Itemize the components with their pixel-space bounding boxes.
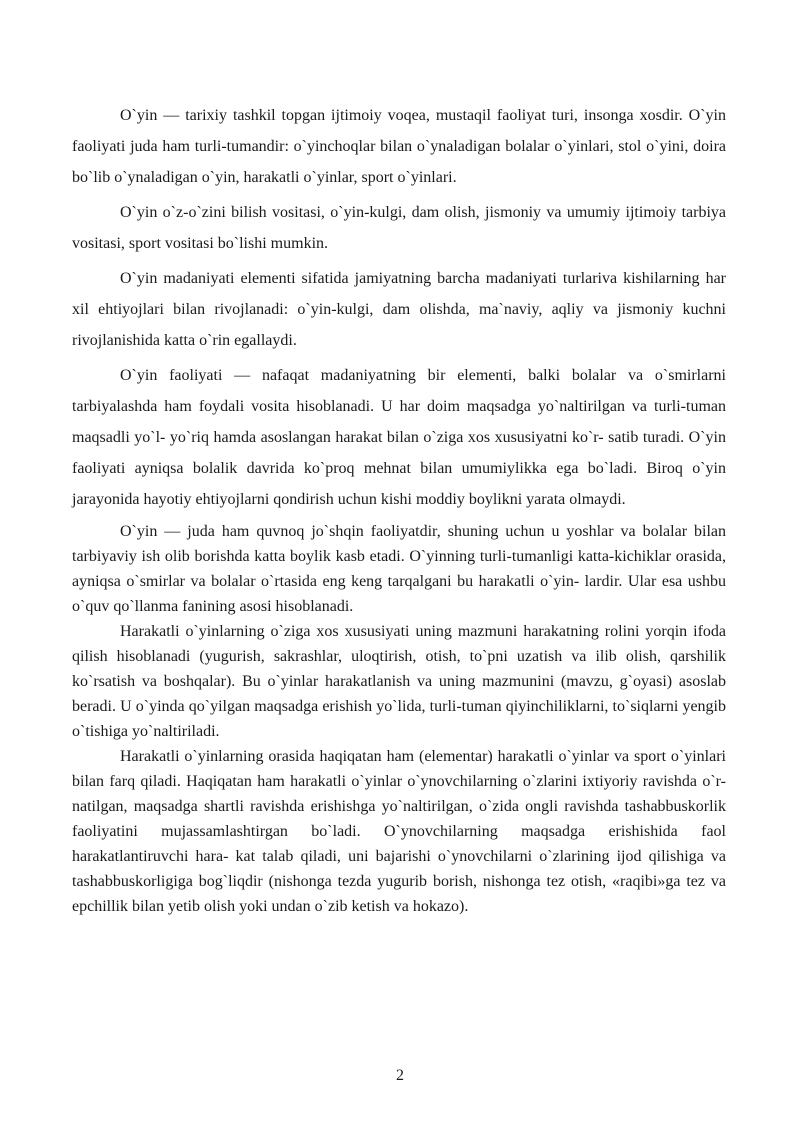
paragraph-6: Harakatli o`yinlarning o`ziga xos xususiyati uning mazmuni harakatning rolini yorqin ifoda qilish hisoblanadi (yugurish, sakrashlar, uloqtirish, otish, to`pni uzatish va ilib olish, qarshilik ko`rsatish va boshqalar). Bu o`yinlar harakatlanish va uning mazmunini (mavzu, g`oyasi) asoslab beradi. U o`yinda qo`yilgan maqsadga erishish yo`lida, turli-tuman qiyinchiliklarni, to`siqlarni yengib o`tishiga yo`naltiriladi. bbox=[72, 623, 726, 740]
document-page bbox=[72, 100, 726, 919]
paragraph-3: O`yin madaniyati elementi sifatida jamiyatning barcha madaniyati turlariva kishilarning har xil ehtiyojlari bilan rivojlanadi: o`yin-kulgi, dam olishda, ma`naviy, aqliy va jismoniy kuchni rivojlanishida katta o`rin egallaydi. bbox=[72, 270, 726, 349]
paragraph-4: O`yin faoliyati — nafaqat madaniyatning bir elementi, balki bolalar va o`smirlarni tarbiyalashda ham foydali vosita hisoblanadi. U har doim maqsadga yo`naltirilgan va turli-tuman maqsadli yo`l- yo`riq hamda asoslangan harakat bilan o`ziga xos xususiyatni ko`r- satib turadi. O`yin faoliyati ayniqsa bolalik davrida ko`proq mehnat bilan umumiylikka ega bo`ladi. Biroq o`yin jarayonida hayotiy ehtiyojlarni qondirish uchun kishi moddiy boylikni yarata olmaydi. bbox=[72, 367, 726, 508]
paragraph-2: O`yin o`z-o`zini bilish vositasi, o`yin-kulgi, dam olish, jismoniy va umumiy ijtimoiy tarbiya vositasi, sport vositasi bo`lishi mumkin. bbox=[72, 204, 726, 252]
paragraph-5: O`yin — juda ham quvnoq jo`shqin faoliyatdir, shuning uchun u yoshlar va bolalar bilan tarbiyaviy ish olib borishda katta boylik kasb etadi. O`yinning turli-tumanligi katta-kichiklar orasida, ayniqsa o`smirlar va bolalar o`rtasida eng keng tarqalgani bu harakatli o`yin- lardir. Ular esa ushbu o`quv qo`llanma fanining asosi hisoblanadi. bbox=[72, 523, 726, 615]
paragraph-7: Harakatli o`yinlarning orasida haqiqatan ham (elementar) harakatli o`yinlar va sport o`yinlari bilan farq qiladi. Haqiqatan ham harakatli o`yinlar o`ynovchilarning o`zlarini ixtiyoriy ravishda o`r- natilgan, maqsadga shartli ravishda erishishga yo`naltirilgan, o`zida ongli ravishda tashabbuskorlik faoliyatini mujassamlashtirgan bo`ladi. O`ynovchilarning maqsadga erishishida faol harakatlantiruvchi hara- kat talab qiladi, uni bajarishi o`ynovchilarni o`zlarining ijod qilishiga va tashabbuskorligiga bog`liqdir (nishonga tezda yugurib borish, nishonga tez otish, «raqibi»ga tez va epchillik bilan yetib olish yoki undan o`zib ketish va hokazo). bbox=[72, 748, 726, 915]
page-number: 2 bbox=[396, 1067, 404, 1084]
paragraph-1: O`yin — tarixiy tashkil topgan ijtimoiy voqea, mustaqil faoliyat turi, insonga xosdir. O`yin faoliyati juda ham turli-tumandir: o`yinchoqlar bilan o`ynaladigan bolalar o`yinlari, stol o`yini, doira bo`lib o`ynaladigan o`yin, harakatli o`yinlar, sport o`yinlari. bbox=[72, 107, 726, 186]
